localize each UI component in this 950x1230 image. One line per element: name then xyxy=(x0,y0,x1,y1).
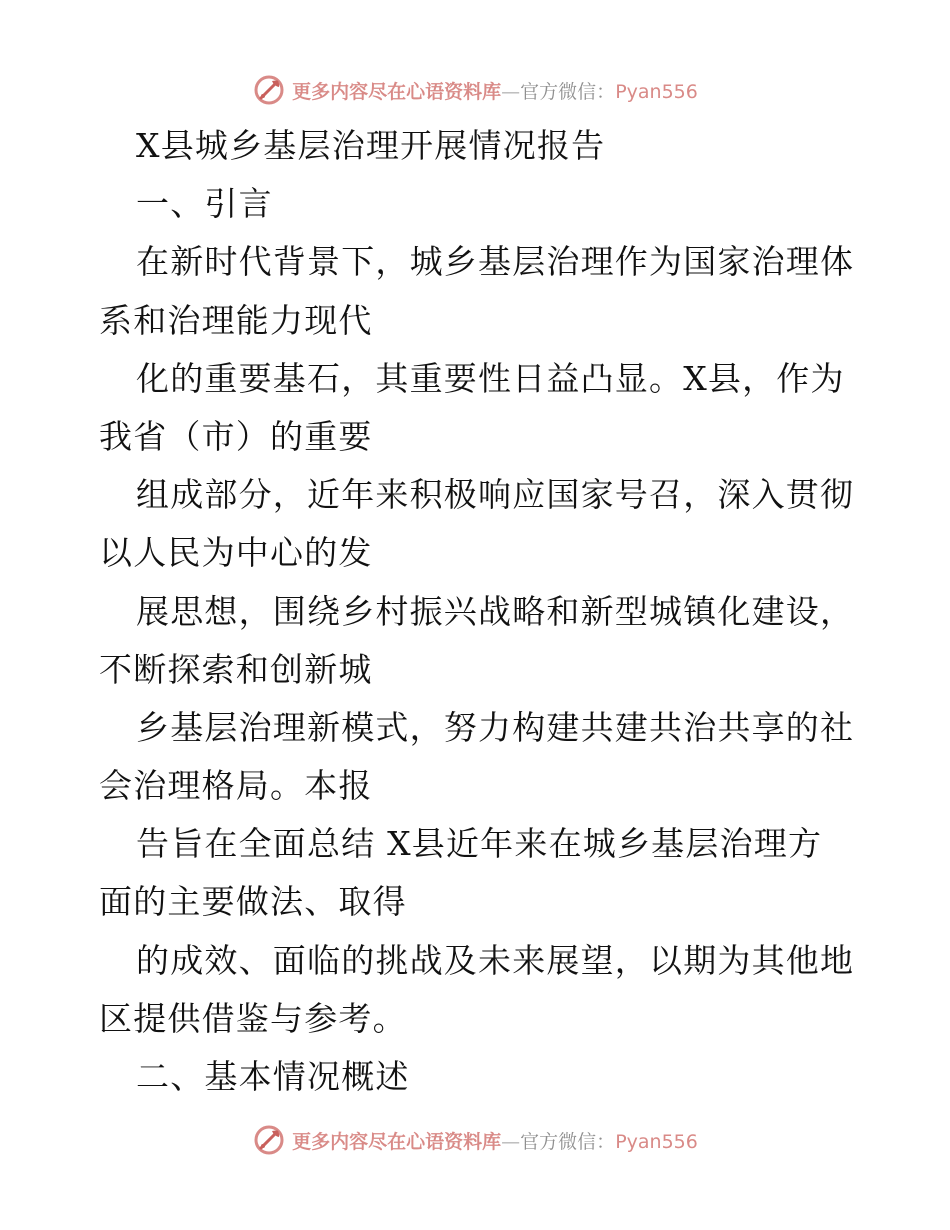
text-line: 展思想，围绕乡村振兴战略和新型城镇化建设， xyxy=(136,591,855,631)
text-line: 在新时代背景下，城乡基层治理作为国家治理体 xyxy=(136,242,855,282)
watermark-main: 更多内容尽在心语资料库 xyxy=(292,80,502,103)
text-line: 二、基本情况概述 xyxy=(136,1057,410,1096)
text-line: 以人民为中心的发 xyxy=(99,533,373,573)
text-line: 一、引言 xyxy=(136,184,273,224)
document-body xyxy=(99,117,859,1106)
watermark-text xyxy=(292,77,698,104)
text-line: 区提供借鉴与参考。 xyxy=(99,998,407,1038)
quill-logo-icon xyxy=(252,1123,286,1157)
watermark-text xyxy=(292,1127,698,1154)
footer-watermark xyxy=(0,1120,950,1160)
text-line: 乡基层治理新模式，努力构建共建共治共享的社 xyxy=(136,707,855,747)
quill-logo-icon xyxy=(252,73,286,107)
text-line: 组成部分，近年来积极响应国家号召，深入贯彻 xyxy=(136,475,855,515)
text-line: 我省（市）的重要 xyxy=(99,416,373,456)
watermark-main: 更多内容尽在心语资料库 xyxy=(292,1130,502,1153)
text-line: 面的主要做法、取得 xyxy=(99,882,407,922)
watermark-separator: — xyxy=(501,80,521,103)
text-line: 系和治理能力现代 xyxy=(99,300,373,340)
watermark-wechat-label: 官方微信： xyxy=(520,80,616,103)
text-line: 的成效、面临的挑战及未来展望，以期为其他地 xyxy=(136,940,855,980)
text-line: 告旨在全面总结 X县近年来在城乡基层治理方 xyxy=(136,824,823,864)
text-line: 不断探索和创新城 xyxy=(99,649,373,689)
watermark-separator: — xyxy=(501,1130,521,1153)
text-line: 会治理格局。本报 xyxy=(99,766,373,806)
header-watermark xyxy=(0,70,950,110)
watermark-wechat-id: Pyan556 xyxy=(615,1130,698,1153)
watermark-wechat-id: Pyan556 xyxy=(615,80,698,103)
text-line: X县城乡基层治理开展情况报告 xyxy=(136,126,606,165)
text-line: 化的重要基石，其重要性日益凸显。X县，作为 xyxy=(136,358,845,398)
watermark-wechat-label: 官方微信： xyxy=(520,1130,616,1153)
